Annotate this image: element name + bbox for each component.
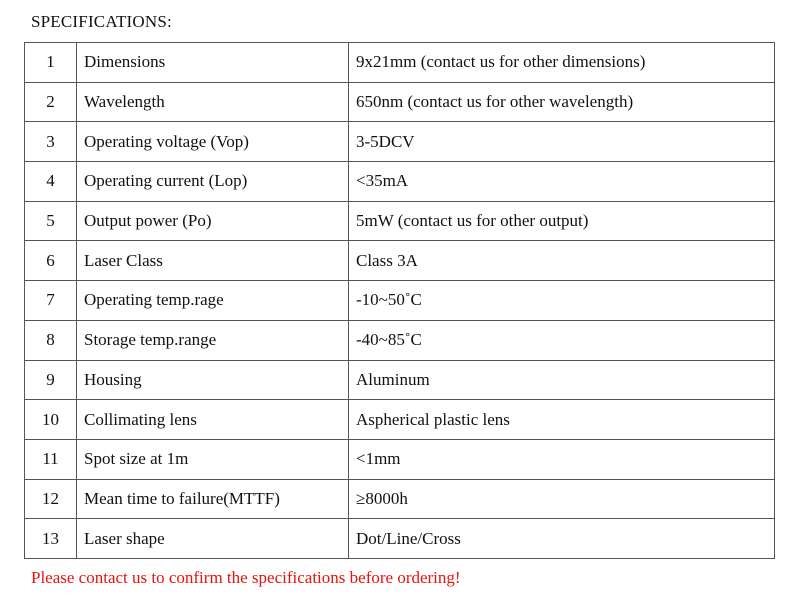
row-number: 4	[25, 162, 77, 202]
spec-value: Dot/Line/Cross	[349, 519, 775, 559]
row-number: 10	[25, 400, 77, 440]
row-number: 2	[25, 82, 77, 122]
specifications-heading: SPECIFICATIONS:	[31, 12, 172, 31]
spec-name: Laser shape	[77, 519, 349, 559]
specifications-table-body	[25, 43, 775, 559]
spec-value: Class 3A	[349, 241, 775, 281]
table-row	[25, 360, 775, 400]
spec-name: Storage temp.range	[77, 320, 349, 360]
table-row	[25, 201, 775, 241]
spec-value: 5mW (contact us for other output)	[349, 201, 775, 241]
spec-value: <1mm	[349, 439, 775, 479]
spec-value: <35mA	[349, 162, 775, 202]
table-row	[25, 122, 775, 162]
table-row	[25, 82, 775, 122]
spec-name: Output power (Po)	[77, 201, 349, 241]
spec-name: Mean time to failure(MTTF)	[77, 479, 349, 519]
row-number: 7	[25, 281, 77, 321]
spec-name: Collimating lens	[77, 400, 349, 440]
table-row	[25, 479, 775, 519]
specifications-table	[24, 42, 775, 559]
spec-value: 9x21mm (contact us for other dimensions)	[349, 43, 775, 83]
table-row	[25, 519, 775, 559]
spec-name: Operating current (Lop)	[77, 162, 349, 202]
spec-value: -40~85˚C	[349, 320, 775, 360]
spec-name: Housing	[77, 360, 349, 400]
row-number: 8	[25, 320, 77, 360]
ordering-notice: Please contact us to confirm the specifications before ordering!	[31, 568, 461, 587]
row-number: 6	[25, 241, 77, 281]
spec-name: Operating temp.rage	[77, 281, 349, 321]
table-row	[25, 281, 775, 321]
table-row	[25, 241, 775, 281]
table-row	[25, 439, 775, 479]
spec-name: Wavelength	[77, 82, 349, 122]
spec-value: 650nm (contact us for other wavelength)	[349, 82, 775, 122]
table-row	[25, 400, 775, 440]
spec-value: 3-5DCV	[349, 122, 775, 162]
table-row	[25, 320, 775, 360]
row-number: 11	[25, 439, 77, 479]
spec-name: Dimensions	[77, 43, 349, 83]
spec-value: Aluminum	[349, 360, 775, 400]
row-number: 12	[25, 479, 77, 519]
row-number: 3	[25, 122, 77, 162]
spec-name: Operating voltage (Vop)	[77, 122, 349, 162]
row-number: 5	[25, 201, 77, 241]
spec-value: ≥8000h	[349, 479, 775, 519]
spec-name: Laser Class	[77, 241, 349, 281]
table-row	[25, 43, 775, 83]
spec-name: Spot size at 1m	[77, 439, 349, 479]
spec-value: Aspherical plastic lens	[349, 400, 775, 440]
spec-value: -10~50˚C	[349, 281, 775, 321]
row-number: 13	[25, 519, 77, 559]
table-row	[25, 162, 775, 202]
row-number: 9	[25, 360, 77, 400]
row-number: 1	[25, 43, 77, 83]
